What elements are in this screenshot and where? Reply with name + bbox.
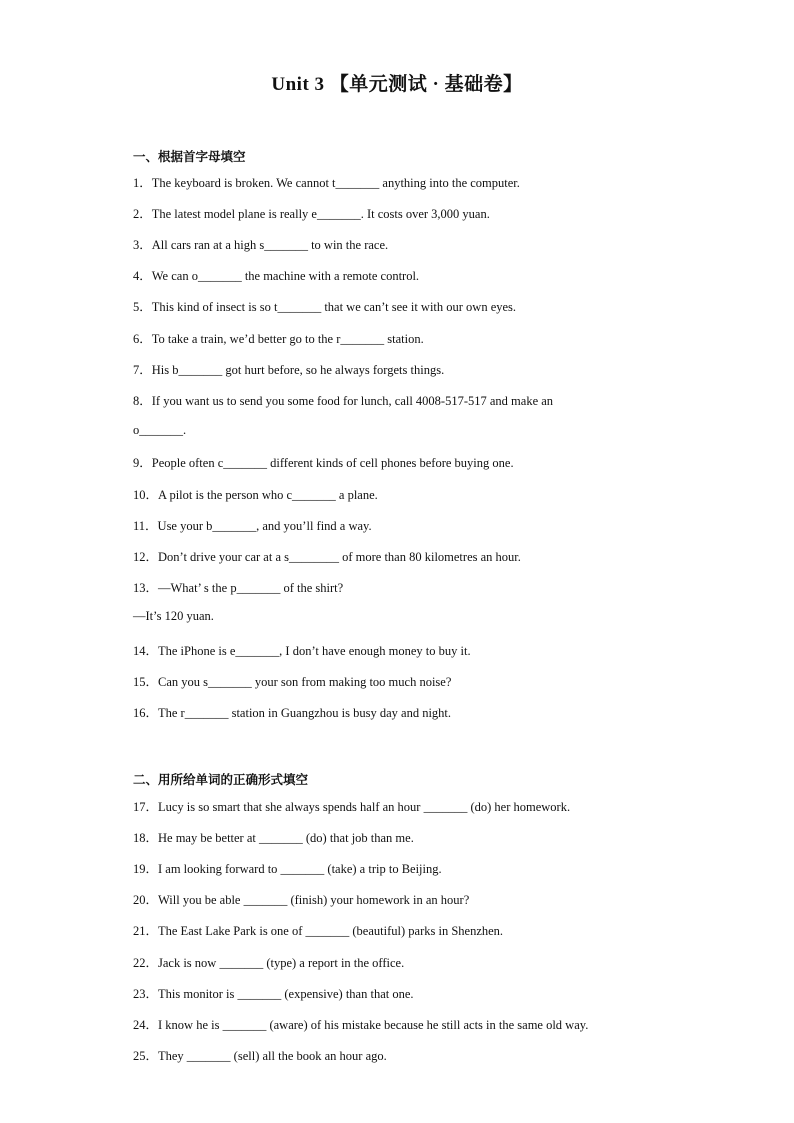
- question-13: 13．—What’ s the p_______ of the shirt?: [133, 581, 344, 595]
- question-1: 1．The keyboard is broken. We cannot t_______ anything into the computer.: [133, 176, 520, 190]
- question-16: 16．The r_______ station in Guangzhou is busy day and night.: [133, 706, 452, 720]
- question-22: 22．Jack is now _______ (type) a report in the office.: [133, 956, 405, 970]
- question-2: 2．The latest model plane is really e_______. It costs over 3,000 yuan.: [133, 207, 490, 221]
- question-19: 19．I am looking forward to _______ (take) a trip to Beijing.: [133, 862, 442, 876]
- question-21: 21．The East Lake Park is one of _______ (beautiful) parks in Shenzhen.: [133, 924, 504, 938]
- question-9: 9．People often c_______ different kinds of cell phones before buying one.: [133, 456, 514, 470]
- question-14: 14．The iPhone is e_______, I don’t have enough money to buy it.: [133, 644, 471, 658]
- question-18: 18．He may be better at _______ (do) that job than me.: [133, 831, 414, 845]
- question-8-continued: o_______.: [133, 423, 187, 437]
- question-23: 23．This monitor is _______ (expensive) than that one.: [133, 987, 414, 1001]
- question-25: 25．They _______ (sell) all the book an hour ago.: [133, 1049, 387, 1063]
- question-24: 24．I know he is _______ (aware) of his mistake because he still acts in the same old way.: [133, 1018, 589, 1032]
- question-13-answer: —It’s 120 yuan.: [133, 609, 214, 623]
- question-10: 10．A pilot is the person who c_______ a plane.: [133, 488, 378, 502]
- section-2-heading: 二、用所给单词的正确形式填空: [133, 773, 309, 787]
- question-5: 5．This kind of insect is so t_______ that we can’t see it with our own eyes.: [133, 300, 517, 314]
- question-12: 12．Don’t drive your car at a s________ of more than 80 kilometres an hour.: [133, 550, 521, 564]
- question-17: 17．Lucy is so smart that she always spends half an hour _______ (do) her homework.: [133, 800, 571, 814]
- page-title: Unit 3 【单元测试 · 基础卷】: [271, 74, 523, 95]
- question-4: 4．We can o_______ the machine with a remote control.: [133, 269, 420, 283]
- question-20: 20．Will you be able _______ (finish) your homework in an hour?: [133, 893, 470, 907]
- question-8: 8．If you want us to send you some food for lunch, call 4008-517-517 and make an: [133, 394, 554, 408]
- question-15: 15．Can you s_______ your son from making too much noise?: [133, 675, 452, 689]
- question-3: 3．All cars ran at a high s_______ to win the race.: [133, 238, 389, 252]
- section-1-heading: 一、根据首字母填空: [133, 150, 246, 164]
- question-7: 7．His b_______ got hurt before, so he always forgets things.: [133, 363, 445, 377]
- question-6: 6．To take a train, we’d better go to the r_______ station.: [133, 332, 424, 346]
- question-11: 11．Use your b_______, and you’ll find a way.: [133, 519, 372, 533]
